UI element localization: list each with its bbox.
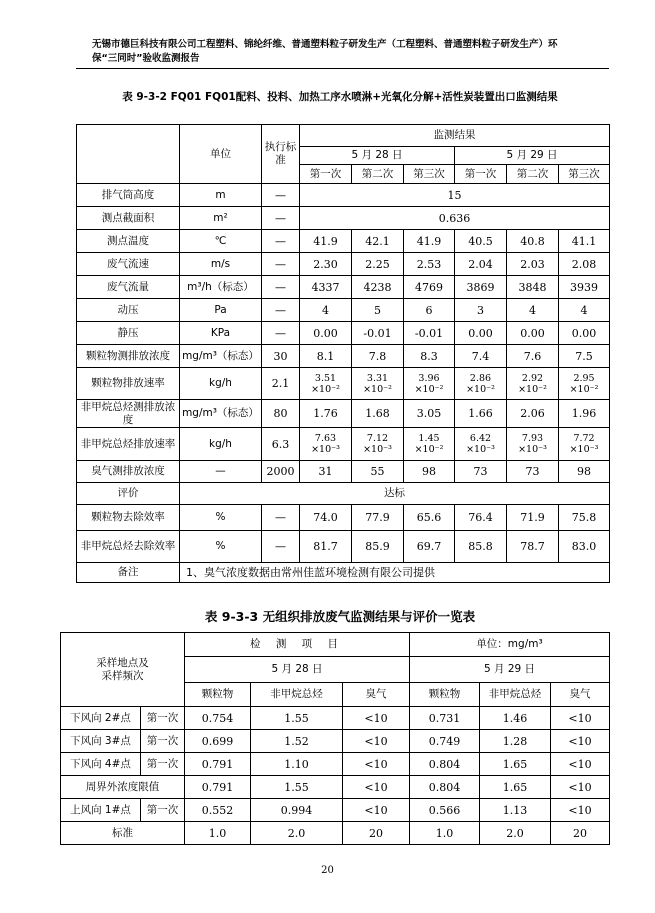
value-cell: 3869 (455, 276, 507, 299)
unit-cell: Pa (180, 299, 262, 322)
standard-cell: — (262, 184, 300, 207)
value-cell: 6 (404, 299, 455, 322)
value-cell: 98 (559, 461, 610, 483)
results-header: 监测结果 (300, 125, 610, 147)
value-mantissa: 7.93 (521, 433, 544, 444)
value-cell: 7.6 (507, 345, 559, 368)
value-cell: 83.0 (559, 531, 610, 563)
unit-cell: kg/h (180, 428, 262, 461)
value-cell: 1.10 (251, 753, 343, 776)
value-cell: 1.68 (352, 400, 404, 428)
value-cell: 71.9 (507, 505, 559, 531)
value-exponent: ×10⁻² (311, 383, 340, 395)
value-mantissa: 1.45 (418, 433, 440, 444)
value-cell: 40.8 (507, 230, 559, 253)
value-cell: 0.804 (410, 776, 480, 799)
table-row (77, 322, 610, 345)
value-cell: 1.0 (410, 822, 480, 845)
value-cell: 2.04 (455, 253, 507, 276)
table-row (77, 428, 610, 461)
value-cell: 1.0 (185, 822, 251, 845)
value-cell: <10 (551, 799, 610, 822)
run-header: 第一次 (300, 165, 352, 184)
value-cell: 5 (352, 299, 404, 322)
value-cell: 76.4 (455, 505, 507, 531)
table-row (61, 822, 610, 845)
location-cell: 下风向 2#点 (61, 707, 141, 730)
row-label: 评价 (77, 483, 180, 505)
table-row (77, 505, 610, 531)
pollutant-header: 颗粒物 (185, 683, 251, 707)
value-cell: 3939 (559, 276, 610, 299)
value-exponent: ×10⁻² (518, 383, 547, 395)
value-cell: <10 (551, 707, 610, 730)
unit-cell: KPa (180, 322, 262, 345)
value-exponent: ×10⁻³ (363, 444, 392, 455)
standard-cell: 6.3 (262, 428, 300, 461)
evaluation-value: 达标 (180, 483, 610, 505)
table-row (77, 563, 610, 583)
value-cell: 1.13 (480, 799, 551, 822)
value-exponent: ×10⁻³ (518, 444, 547, 455)
value-cell: 3 (455, 299, 507, 322)
table-row (77, 253, 610, 276)
value-cell: 4769 (404, 276, 455, 299)
unit-cell: m² (180, 207, 262, 230)
frequency-cell: 第一次 (141, 707, 185, 730)
value-cell: 0.699 (185, 730, 251, 753)
value-mantissa: 3.31 (366, 372, 389, 384)
table-row (77, 400, 610, 428)
run-header: 第二次 (507, 165, 559, 184)
standard-cell: 30 (262, 345, 300, 368)
value-cell: 0.552 (185, 799, 251, 822)
value-cell: 0.566 (410, 799, 480, 822)
value-cell: 1.96 (559, 400, 610, 428)
value-cell: 41.9 (300, 230, 352, 253)
value-mantissa: 2.86 (469, 372, 492, 384)
fugitive-emission-table (60, 632, 610, 845)
value-cell: 0.754 (185, 707, 251, 730)
value-cell (455, 428, 507, 461)
value-cell: 0.749 (410, 730, 480, 753)
location-cell: 标准 (61, 822, 185, 845)
value-cell: 2.0 (480, 822, 551, 845)
value-cell: 1.55 (251, 707, 343, 730)
unit-header: 单位：mg/m³ (410, 633, 610, 657)
value-cell: 69.7 (404, 531, 455, 563)
value-cell: 65.6 (404, 505, 455, 531)
standard-cell: — (262, 505, 300, 531)
value-mantissa: 7.63 (314, 433, 337, 444)
header-rule (76, 68, 609, 69)
standard-cell: — (262, 299, 300, 322)
value-mantissa: 7.12 (366, 433, 389, 444)
value-cell: 2.0 (251, 822, 343, 845)
table-row (61, 707, 610, 730)
value-cell: 2.25 (352, 253, 404, 276)
value-mantissa: 6.42 (469, 433, 492, 444)
stack-monitoring-table (76, 124, 610, 583)
value-cell: 1.55 (251, 776, 343, 799)
value-cell (300, 368, 352, 400)
value-cell (507, 428, 559, 461)
row-label: 颗粒物排放速率 (77, 368, 180, 400)
value-cell: <10 (343, 707, 410, 730)
value-cell: 1.65 (480, 753, 551, 776)
unit-cell: % (180, 505, 262, 531)
value-cell: 1.46 (480, 707, 551, 730)
value-cell: <10 (551, 730, 610, 753)
run-header: 第三次 (404, 165, 455, 184)
value-cell (404, 368, 455, 400)
run-header: 第三次 (559, 165, 610, 184)
value-cell: 0.00 (559, 322, 610, 345)
row-label: 测点温度 (77, 230, 180, 253)
value-exponent: ×10⁻³ (466, 444, 495, 455)
value-cell: <10 (343, 776, 410, 799)
sampling-header (61, 633, 185, 707)
value-cell: 3.05 (404, 400, 455, 428)
location-cell: 下风向 3#点 (61, 730, 141, 753)
date-header: 5 月 28 日 (185, 657, 410, 683)
standard-cell: — (262, 322, 300, 345)
standard-cell: 80 (262, 400, 300, 428)
run-header: 第一次 (455, 165, 507, 184)
value-cell: 7.8 (352, 345, 404, 368)
value-cell: 73 (507, 461, 559, 483)
value-mantissa: 3.96 (418, 372, 440, 384)
corner-cell (77, 125, 180, 184)
row-label: 非甲烷总烃测排放浓度 (77, 400, 180, 428)
value-cell (455, 368, 507, 400)
unit-cell: m/s (180, 253, 262, 276)
value-cell: 0.00 (300, 322, 352, 345)
frequency-cell: 第一次 (141, 799, 185, 822)
value-cell: <10 (343, 730, 410, 753)
value-cell: 0.731 (410, 707, 480, 730)
table-row (61, 753, 610, 776)
standard-cell: — (262, 253, 300, 276)
value-cell: <10 (551, 776, 610, 799)
value-cell: 4238 (352, 276, 404, 299)
location-cell: 上风向 1#点 (61, 799, 141, 822)
table-row (77, 461, 610, 483)
value-cell (300, 428, 352, 461)
page-number: 20 (321, 865, 334, 876)
value-cell: 73 (455, 461, 507, 483)
value-cell: 40.5 (455, 230, 507, 253)
value-cell: -0.01 (404, 322, 455, 345)
header-line-1: 无锡市德巨科技有限公司工程塑料、锦纶纤维、普通塑料粒子研发生产（工程塑料、普通塑料粒子研发生产）环 (92, 39, 558, 50)
value-exponent: ×10⁻³ (569, 444, 599, 455)
row-label: 动压 (77, 299, 180, 322)
value-cell (404, 428, 455, 461)
merged-value: 15 (300, 184, 610, 207)
standard-header: 执行标准 (262, 125, 300, 184)
sampling-header-line-1: 采样地点及 (96, 656, 149, 669)
value-cell: 31 (300, 461, 352, 483)
value-cell: 2.08 (559, 253, 610, 276)
value-cell: 4 (300, 299, 352, 322)
value-cell: 7.5 (559, 345, 610, 368)
table-row (77, 230, 610, 253)
value-mantissa: 2.95 (573, 372, 595, 384)
run-header: 第二次 (352, 165, 404, 184)
pollutant-header: 颗粒物 (410, 683, 480, 707)
row-label: 非甲烷总烃排放速率 (77, 428, 180, 461)
value-cell: 42.1 (352, 230, 404, 253)
unit-cell: mg/m³（标态） (180, 400, 262, 428)
row-label: 臭气测排放浓度 (77, 461, 180, 483)
value-cell: 2.53 (404, 253, 455, 276)
value-cell: 75.8 (559, 505, 610, 531)
remark-text: 1、臭气浓度数据由常州佳蓝环境检测有限公司提供 (180, 563, 610, 583)
value-exponent: ×10⁻² (569, 383, 599, 395)
value-cell: 85.9 (352, 531, 404, 563)
value-cell: 20 (343, 822, 410, 845)
value-cell: 0.00 (455, 322, 507, 345)
value-cell: 1.28 (480, 730, 551, 753)
value-cell: 2.03 (507, 253, 559, 276)
value-cell: 0.994 (251, 799, 343, 822)
value-mantissa: 3.51 (314, 372, 337, 384)
value-cell: 1.76 (300, 400, 352, 428)
value-cell: 0.804 (410, 753, 480, 776)
report-header (92, 38, 597, 66)
value-cell: <10 (343, 753, 410, 776)
value-cell: 41.1 (559, 230, 610, 253)
table-row (77, 345, 610, 368)
header-line-2: 保“三同时”验收监测报告 (92, 53, 200, 64)
value-cell: 55 (352, 461, 404, 483)
value-cell: 8.1 (300, 345, 352, 368)
unit-cell: m (180, 184, 262, 207)
table-row (77, 207, 610, 230)
value-cell (559, 368, 610, 400)
value-mantissa: 2.92 (521, 372, 544, 384)
value-cell: 0.00 (507, 322, 559, 345)
value-cell: <10 (551, 753, 610, 776)
value-mantissa: 7.72 (573, 433, 595, 444)
value-cell: 74.0 (300, 505, 352, 531)
row-label: 颗粒物测排放浓度 (77, 345, 180, 368)
frequency-cell: 第一次 (141, 753, 185, 776)
row-label: 颗粒物去除效率 (77, 505, 180, 531)
date-header: 5 月 29 日 (410, 657, 610, 683)
sampling-header-line-2: 采样频次 (101, 669, 144, 682)
value-cell: 2.06 (507, 400, 559, 428)
value-cell (352, 428, 404, 461)
value-cell: 1.65 (480, 776, 551, 799)
merged-value: 0.636 (300, 207, 610, 230)
standard-cell: — (262, 531, 300, 563)
row-label: 备注 (77, 563, 180, 583)
row-label: 测点截面积 (77, 207, 180, 230)
unit-cell: mg/m³（标态） (180, 345, 262, 368)
value-exponent: ×10⁻³ (311, 444, 340, 455)
pollutant-header: 非甲烷总烃 (251, 683, 343, 707)
unit-cell: m³/h（标态） (180, 276, 262, 299)
row-label: 非甲烷总烃去除效率 (77, 531, 180, 563)
value-cell: 85.8 (455, 531, 507, 563)
table-row (61, 776, 610, 799)
location-cell: 下风向 4#点 (61, 753, 141, 776)
value-cell (559, 428, 610, 461)
value-cell: <10 (343, 799, 410, 822)
value-exponent: ×10⁻² (363, 383, 392, 395)
value-cell: 4 (559, 299, 610, 322)
date-header: 5 月 28 日 (300, 147, 455, 165)
value-cell: -0.01 (352, 322, 404, 345)
unit-cell: kg/h (180, 368, 262, 400)
value-cell: 41.9 (404, 230, 455, 253)
row-label: 排气筒高度 (77, 184, 180, 207)
unit-header: 单位 (180, 125, 262, 184)
table-row (61, 730, 610, 753)
value-cell (507, 368, 559, 400)
value-cell (352, 368, 404, 400)
value-cell: 1.66 (455, 400, 507, 428)
value-cell: 4337 (300, 276, 352, 299)
value-cell: 20 (551, 822, 610, 845)
value-cell: 2.30 (300, 253, 352, 276)
value-cell: 0.791 (185, 776, 251, 799)
value-cell: 1.52 (251, 730, 343, 753)
value-exponent: ×10⁻² (414, 383, 444, 395)
row-label: 废气流速 (77, 253, 180, 276)
standard-cell: 2.1 (262, 368, 300, 400)
value-cell: 98 (404, 461, 455, 483)
row-label: 静压 (77, 322, 180, 345)
table-2-caption: 表 9-3-3 无组织排放废气监测结果与评价一览表 (204, 609, 476, 624)
table-row (61, 799, 610, 822)
table-row (77, 531, 610, 563)
value-cell: 77.9 (352, 505, 404, 531)
pollutant-header: 非甲烷总烃 (480, 683, 551, 707)
value-cell: 3848 (507, 276, 559, 299)
date-header: 5 月 29 日 (455, 147, 610, 165)
value-cell: 81.7 (300, 531, 352, 563)
table-row (77, 483, 610, 505)
standard-cell: 2000 (262, 461, 300, 483)
value-cell: 0.791 (185, 753, 251, 776)
value-cell: 7.4 (455, 345, 507, 368)
table-row (77, 299, 610, 322)
value-cell: 78.7 (507, 531, 559, 563)
table-1-caption: 表 9-3-2 FQ01 FQ01配料、投料、加热工序水喷淋+光氧化分解+活性炭装置出口监测结果 (122, 91, 558, 103)
value-exponent: ×10⁻² (414, 444, 444, 455)
table-row (77, 368, 610, 400)
value-exponent: ×10⁻² (466, 383, 495, 395)
unit-cell: ℃ (180, 230, 262, 253)
value-cell: 4 (507, 299, 559, 322)
unit-cell: % (180, 531, 262, 563)
row-label: 废气流量 (77, 276, 180, 299)
standard-cell: — (262, 207, 300, 230)
standard-cell: — (262, 276, 300, 299)
pollutant-header: 臭气 (551, 683, 610, 707)
table-row (77, 276, 610, 299)
value-cell: 8.3 (404, 345, 455, 368)
location-cell: 周界外浓度限值 (61, 776, 185, 799)
pollutant-header: 臭气 (343, 683, 410, 707)
standard-cell: — (262, 230, 300, 253)
items-header: 检 测 项 目 (185, 633, 410, 657)
table-row (77, 184, 610, 207)
unit-cell: — (180, 461, 262, 483)
frequency-cell: 第一次 (141, 730, 185, 753)
